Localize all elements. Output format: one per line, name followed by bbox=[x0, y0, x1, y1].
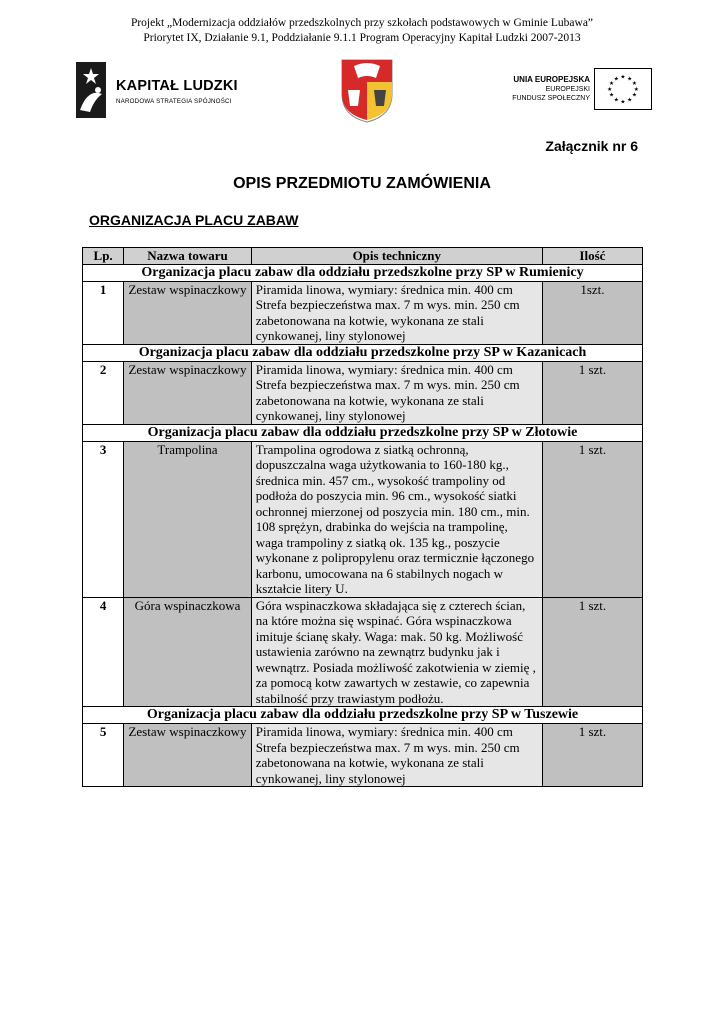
svg-text:★: ★ bbox=[631, 92, 637, 99]
row-lp: 3 bbox=[83, 441, 124, 597]
row-name: Zestaw wspinaczkowy bbox=[124, 724, 252, 787]
table-header-row bbox=[83, 248, 643, 265]
header-name: Nazwa towaru bbox=[124, 248, 252, 265]
row-description: Piramida linowa, wymiary: średnica min. 400 cm Strefa bezpieczeństwa max. 7 m wys. min. 250 cm zabetonowana na kotwie, wykonana ze stali cynkowanej, liny stylonowej bbox=[251, 361, 542, 424]
row-quantity: 1 szt. bbox=[542, 724, 642, 787]
svg-text:★: ★ bbox=[613, 97, 619, 104]
eu-fund-label-1: EUROPEJSKI bbox=[545, 86, 590, 93]
row-name: Zestaw wspinaczkowy bbox=[124, 281, 252, 344]
svg-text:★: ★ bbox=[607, 86, 613, 93]
eu-union-label: UNIA EUROPEJSKA bbox=[513, 75, 590, 84]
header-priority-line: Priorytet IX, Działanie 9.1, Poddziałanie 9.1.1 Program Operacyjny Kapitał Ludzki 2007-2013 bbox=[143, 32, 581, 44]
row-lp: 5 bbox=[83, 724, 124, 787]
row-lp: 4 bbox=[83, 597, 124, 707]
svg-text:★: ★ bbox=[620, 74, 626, 81]
eu-flag-icon bbox=[594, 68, 652, 110]
svg-text:★: ★ bbox=[609, 92, 615, 99]
row-quantity: 1 szt. bbox=[542, 361, 642, 424]
row-lp: 1 bbox=[83, 281, 124, 344]
row-name: Zestaw wspinaczkowy bbox=[124, 361, 252, 424]
svg-text:★: ★ bbox=[633, 86, 639, 93]
row-quantity: 1 szt. bbox=[542, 597, 642, 707]
kapital-ludzki-emblem-icon bbox=[72, 60, 112, 122]
svg-text:★: ★ bbox=[631, 81, 637, 88]
table-row bbox=[83, 597, 643, 707]
eu-logo bbox=[496, 60, 652, 118]
row-lp: 2 bbox=[83, 361, 124, 424]
row-name: Trampolina bbox=[124, 441, 252, 597]
row-description: Piramida linowa, wymiary: średnica min. 400 cm Strefa bezpieczeństwa max. 7 m wys. min. 250 cm zabetonowana na kotwie, wykonana ze stali cynkowanej, liny stylonowej bbox=[251, 281, 542, 344]
kapital-ludzki-logo bbox=[72, 60, 242, 122]
eu-fund-label-2: FUNDUSZ SPOŁECZNY bbox=[512, 95, 590, 102]
table-row bbox=[83, 281, 643, 344]
row-quantity: 1szt. bbox=[542, 281, 642, 344]
row-description: Piramida linowa, wymiary: średnica min. 400 cm Strefa bezpieczeństwa max. 7 m wys. min. 250 cm zabetonowana na kotwie, wykonana ze stali cynkowanej, liny stylonowej bbox=[251, 724, 542, 787]
group-title: Organizacja placu zabaw dla oddziału przedszkolne przy SP w Tuszewie bbox=[83, 707, 643, 724]
svg-text:★: ★ bbox=[613, 76, 619, 83]
svg-text:★: ★ bbox=[627, 76, 633, 83]
items-table bbox=[82, 247, 643, 787]
svg-text:★: ★ bbox=[620, 99, 626, 106]
group-title: Organizacja placu zabaw dla oddziału przedszkolne przy SP w Rumienicy bbox=[83, 264, 643, 281]
header-lp: Lp. bbox=[83, 248, 124, 265]
kapital-ludzki-title: KAPITAŁ LUDZKI bbox=[116, 78, 238, 94]
header-project-line: Projekt „Modernizacja oddziałów przedszkolnych przy szkołach podstawowych w Gminie Lubawa” bbox=[130, 17, 594, 29]
group-row bbox=[83, 344, 643, 361]
group-row bbox=[83, 264, 643, 281]
section-title: ORGANIZACJA PLACU ZABAW bbox=[89, 212, 299, 228]
coat-of-arms-icon bbox=[340, 58, 394, 124]
group-title: Organizacja placu zabaw dla oddziału przedszkolne przy SP w Złotowie bbox=[83, 424, 643, 441]
svg-text:★: ★ bbox=[609, 81, 615, 88]
table-row bbox=[83, 441, 643, 597]
group-title: Organizacja placu zabaw dla oddziału przedszkolne przy SP w Kazanicach bbox=[83, 344, 643, 361]
header-quantity: Ilość bbox=[542, 248, 642, 265]
row-name: Góra wspinaczkowa bbox=[124, 597, 252, 707]
row-description: Góra wspinaczkowa składająca się z czterech ścian, na które można się wspinać. Góra wspinaczkowa imituje ścianę skały. Waga: mak. 50 kg. Możliwość ustawienia zarówno na zewnątrz budynku jak i wewnątrz. Posiada możliwość zakotwienia w ziemię , za pomocą kotw zawartych w zestawie, co zapewnia stabilność przy trawiastym podłożu. bbox=[251, 597, 542, 707]
attachment-number: Załącznik nr 6 bbox=[545, 138, 638, 154]
svg-text:★: ★ bbox=[627, 97, 633, 104]
header-description: Opis techniczny bbox=[251, 248, 542, 265]
group-row bbox=[83, 707, 643, 724]
document-title: OPIS PRZEDMIOTU ZAMÓWIENIA bbox=[233, 175, 491, 192]
group-row bbox=[83, 424, 643, 441]
row-quantity: 1 szt. bbox=[542, 441, 642, 597]
kapital-ludzki-subtitle: NARODOWA STRATEGIA SPÓJNOŚCI bbox=[116, 98, 232, 105]
row-description: Trampolina ogrodowa z siatką ochronną, dopuszczalna waga użytkowania to 160-180 kg., średnica min. 457 cm., wysokość trampoliny od podłoża do poszycia min. 96 cm., wysokość siatki ochronnej mierzonej od poszycia min. 180 cm., min. 108 sprężyn, drabinka do wejścia na trampolinę, waga trampoliny z siatką ok. 135 kg., poszycie wykonane z polipropylenu oraz termicznie łączonego karbonu, umocowana na 6 stabilnych nogach w kształcie litery U. bbox=[251, 441, 542, 597]
table-row bbox=[83, 361, 643, 424]
table-row bbox=[83, 724, 643, 787]
